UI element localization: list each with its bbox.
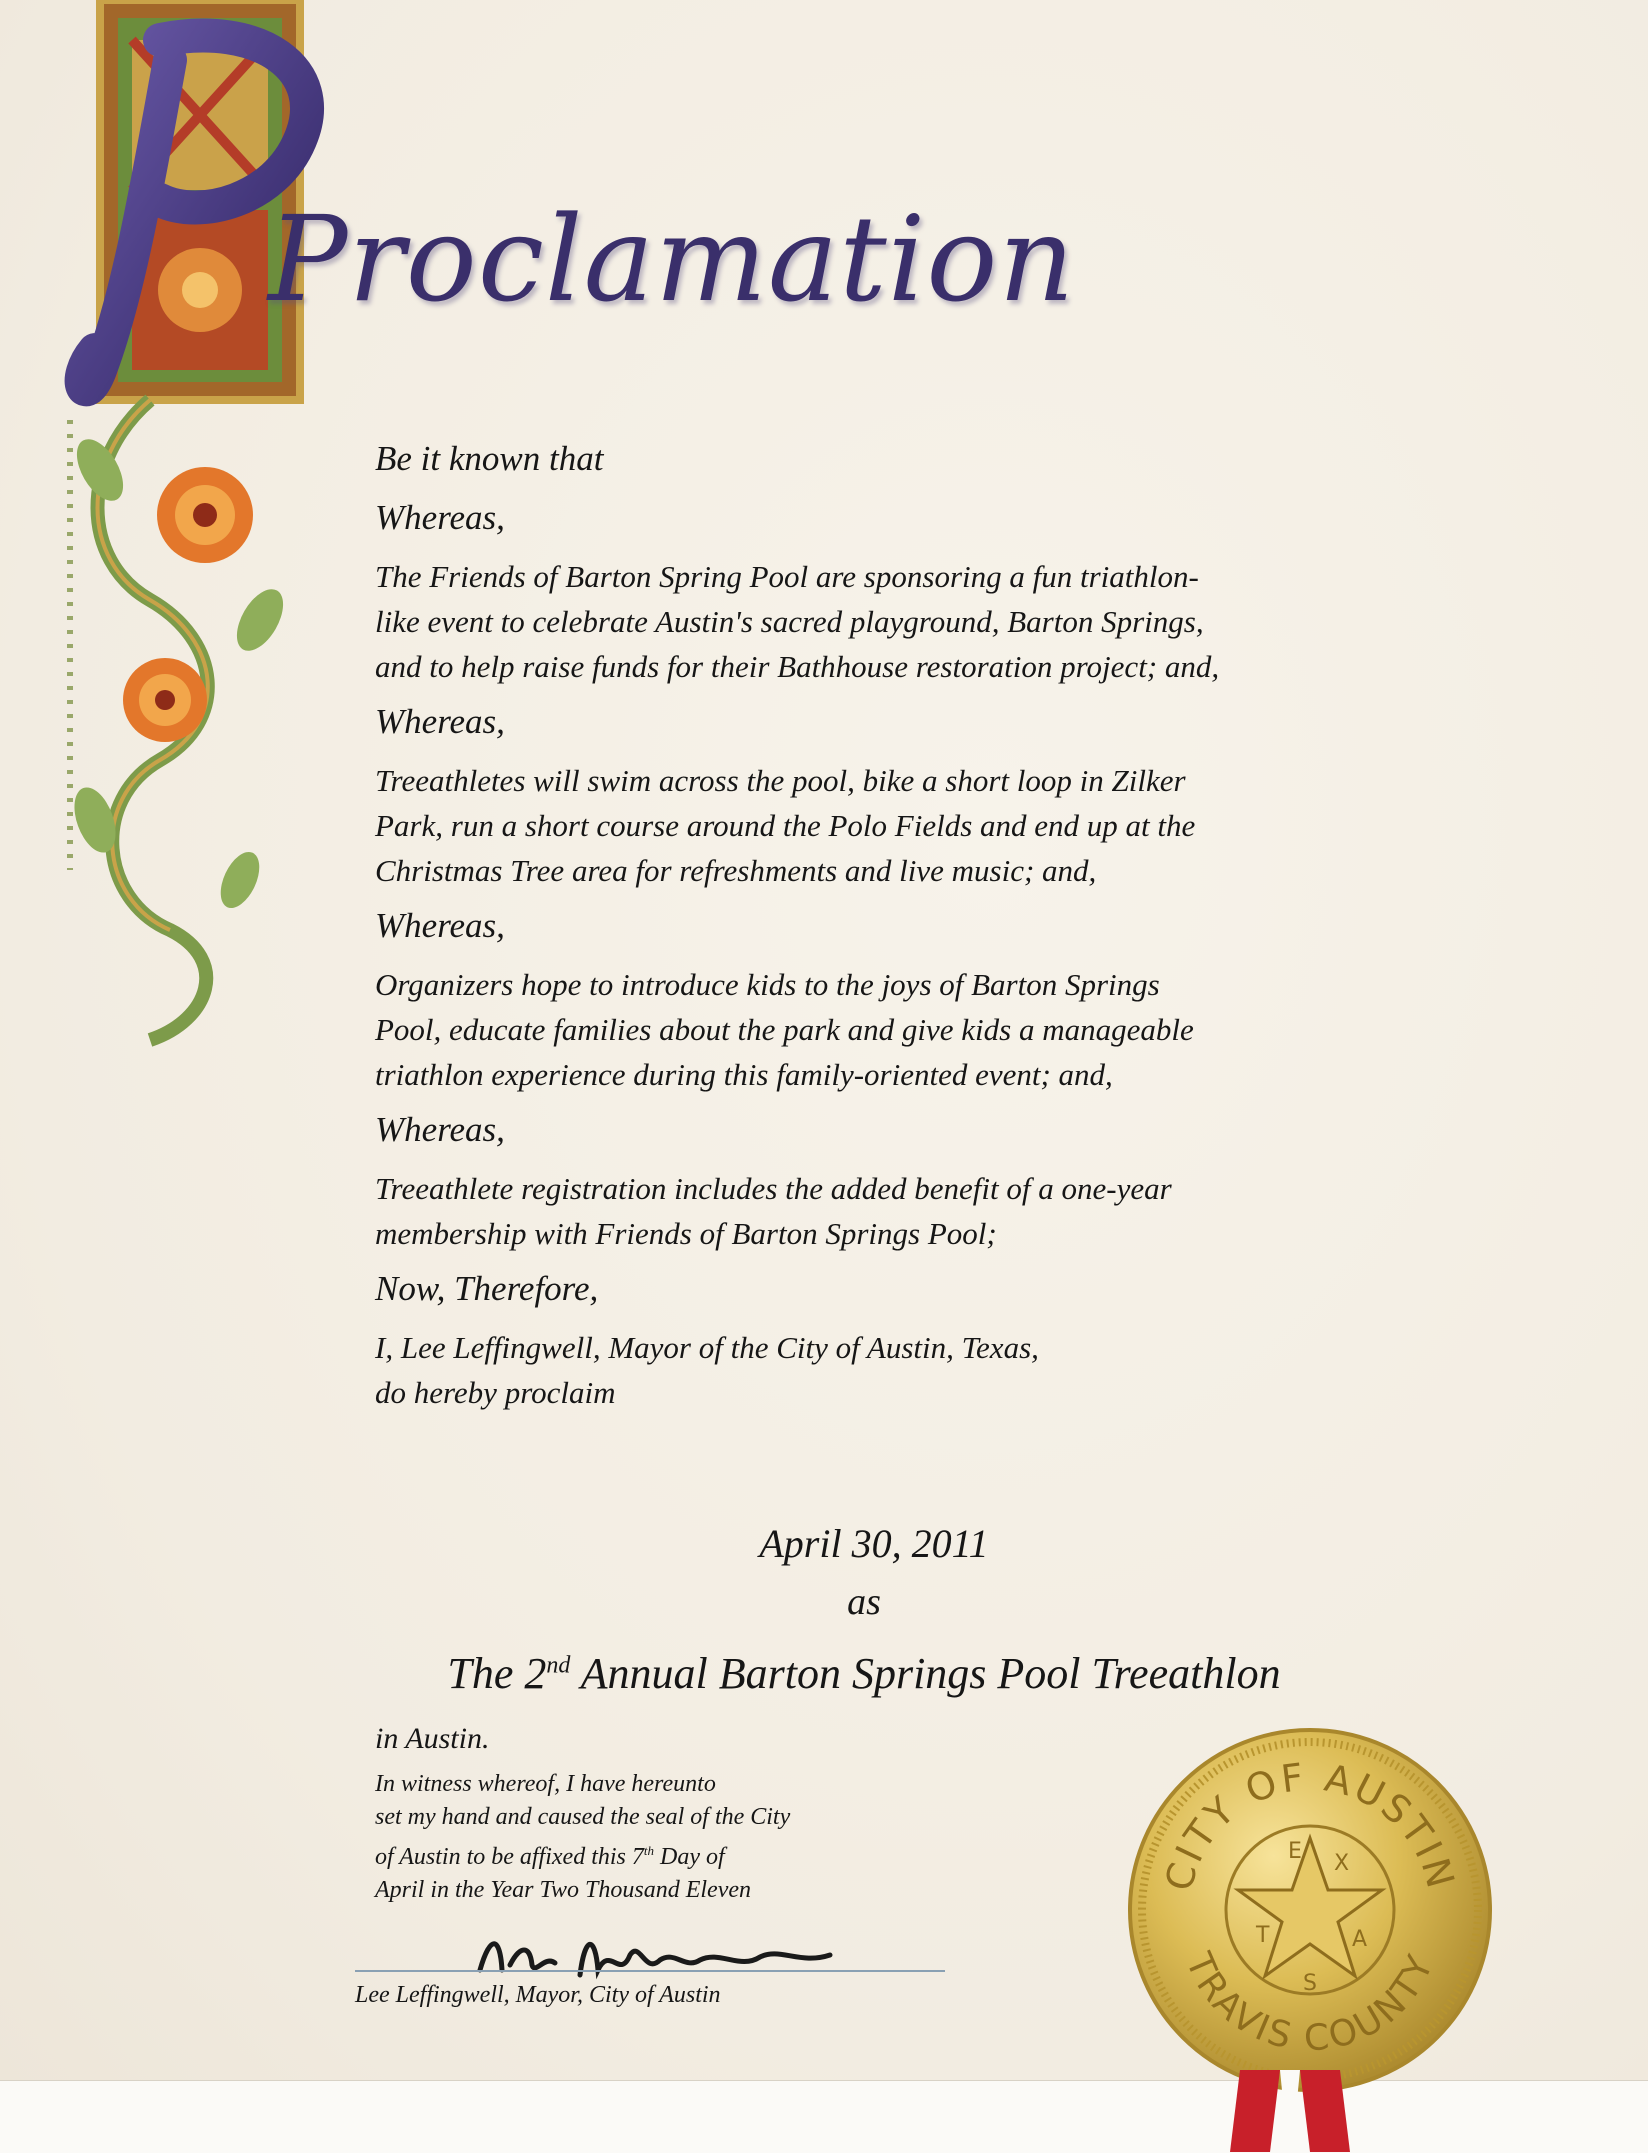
clause-line: and to help raise funds for their Bathhouse restoration project; and, bbox=[375, 649, 1220, 684]
clause-paragraph bbox=[375, 1166, 1555, 1256]
witness-line bbox=[375, 1834, 935, 1874]
therefore-paragraph bbox=[375, 1325, 1555, 1415]
clause-heading: Whereas, bbox=[375, 906, 505, 945]
clause-line: Treeathletes will swim across the pool, bike a short loop in Zilker bbox=[375, 763, 1186, 798]
witness-line: set my hand and caused the seal of the City bbox=[375, 1804, 791, 1830]
intro-line: Be it known that bbox=[375, 439, 604, 478]
city-seal bbox=[1120, 1720, 1500, 2100]
witness-line3-prefix: of Austin to be affixed this 7 bbox=[375, 1844, 644, 1870]
seal-bottom-text: TRAVIS COUNTY bbox=[1177, 1947, 1443, 2060]
seal-letter-e: E bbox=[1288, 1839, 1302, 1864]
signature-line bbox=[355, 1970, 945, 1972]
seal-top-text: CITY OF AUSTIN bbox=[1156, 1754, 1464, 1896]
witness-block bbox=[375, 1768, 935, 1907]
seal-letter-s: S bbox=[1303, 1971, 1317, 1996]
clause-line: membership with Friends of Barton Springs Pool; bbox=[375, 1216, 997, 1251]
therefore-line: I, Lee Leffingwell, Mayor of the City of Austin, Texas, bbox=[375, 1330, 1039, 1365]
seal-ribbon bbox=[1230, 2070, 1350, 2152]
in-austin-line: in Austin. bbox=[375, 1722, 490, 1755]
clause-line: The Friends of Barton Spring Pool are sponsoring a fun triathlon- bbox=[375, 559, 1199, 594]
clause-line: Treeathlete registration includes the added benefit of a one-year bbox=[375, 1171, 1172, 1206]
clause-paragraph bbox=[375, 758, 1555, 893]
proclaimed-date: April 30, 2011 bbox=[759, 1521, 989, 1566]
event-title: Annual Barton Springs Pool Treeathlon bbox=[580, 1649, 1281, 1698]
illuminated-letter-p bbox=[40, 0, 340, 1060]
witness-line: April in the Year Two Thousand Eleven bbox=[375, 1877, 752, 1903]
clause-heading: Whereas, bbox=[375, 702, 505, 741]
witness-line3-rest: Day of bbox=[654, 1844, 725, 1870]
clause-line: like event to celebrate Austin's sacred playground, Barton Springs, bbox=[375, 604, 1204, 639]
clause-heading: Whereas, bbox=[375, 1110, 505, 1149]
as-word: as bbox=[847, 1581, 881, 1623]
seal-letter-x: X bbox=[1334, 1851, 1350, 1876]
event-name bbox=[0, 1648, 1648, 1699]
clause-line: triathlon experience during this family-oriented event; and, bbox=[375, 1057, 1113, 1092]
clause-line: Pool, educate families about the park and give kids a manageable bbox=[375, 1012, 1194, 1047]
proclamation-body bbox=[375, 430, 1555, 1415]
seal-letter-a: A bbox=[1352, 1927, 1368, 1952]
event-prefix: The 2 bbox=[447, 1649, 547, 1698]
clause-paragraph bbox=[375, 962, 1555, 1097]
seal-letter-t: T bbox=[1256, 1923, 1270, 1948]
event-ordinal-suffix: nd bbox=[546, 1652, 571, 1679]
therefore-heading: Now, Therefore, bbox=[375, 1269, 599, 1308]
signature-caption: Lee Leffingwell, Mayor, City of Austin bbox=[355, 1982, 721, 2008]
mayor-signature bbox=[470, 1925, 870, 1985]
clause-line: Christmas Tree area for refreshments and live music; and, bbox=[375, 853, 1097, 888]
clause-line: Park, run a short course around the Polo Fields and end up at the bbox=[375, 808, 1196, 843]
proclamation-title: Proclamation bbox=[268, 190, 1076, 328]
clause-paragraph bbox=[375, 554, 1555, 689]
witness-line3-suffix: th bbox=[643, 1843, 654, 1858]
witness-line: In witness whereof, I have hereunto bbox=[375, 1771, 716, 1797]
therefore-line: do hereby proclaim bbox=[375, 1375, 616, 1410]
clause-line: Organizers hope to introduce kids to the joys of Barton Springs bbox=[375, 967, 1160, 1002]
clause-heading: Whereas, bbox=[375, 498, 505, 537]
